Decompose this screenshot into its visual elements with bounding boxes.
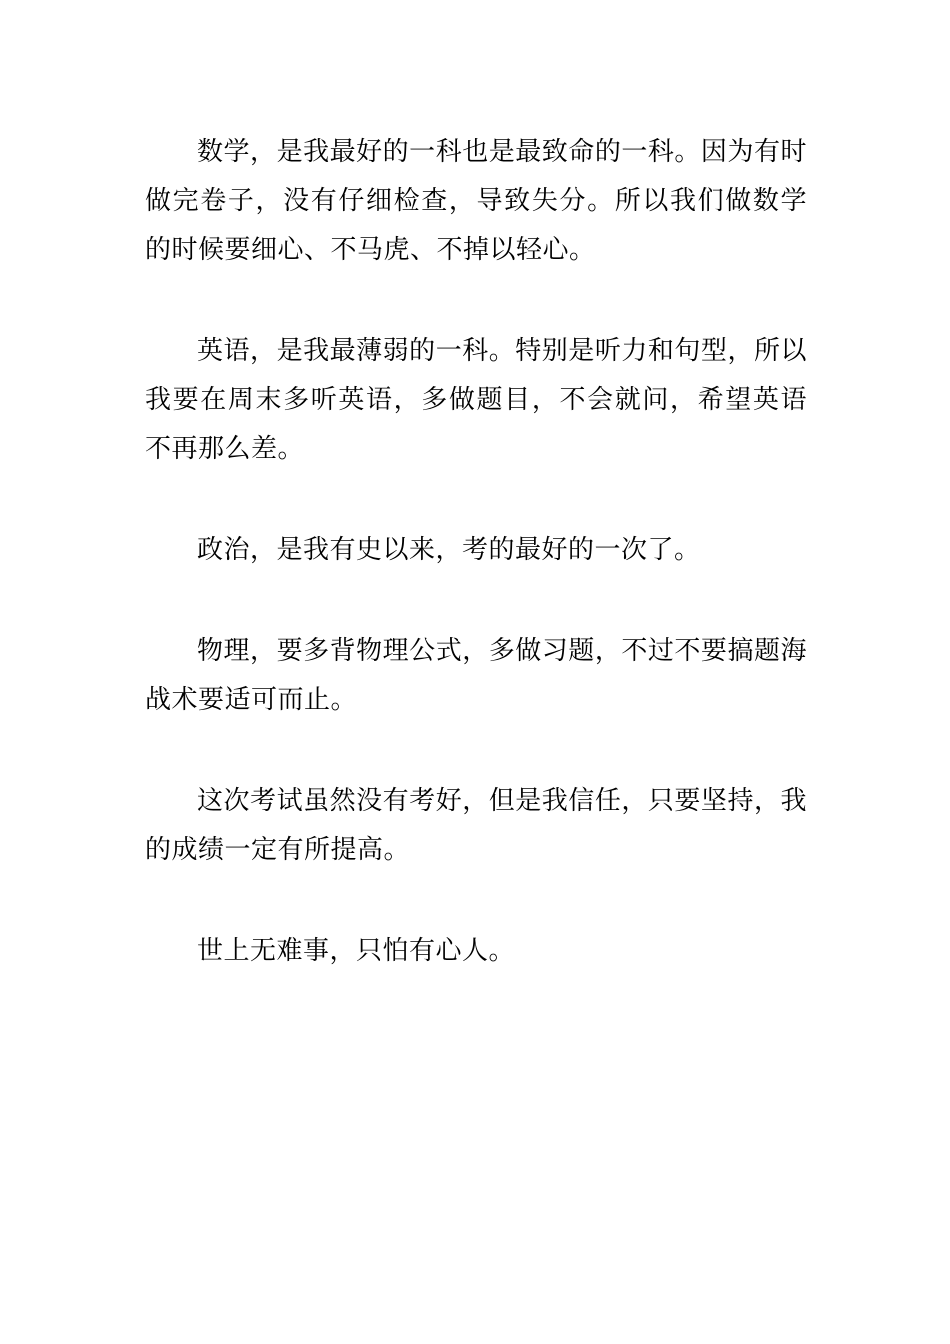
paragraph-english: 英语，是我最薄弱的一科。特别是听力和句型，所以我要在周末多听英语，多做题目，不会就问，希望英语不再那么差。	[145, 336, 807, 464]
paragraph-physics: 物理，要多背物理公式，多做习题，不过不要搞题海战术要适可而止。	[145, 636, 807, 715]
paragraph-exam-reflection: 这次考试虽然没有考好，但是我信任，只要坚持，我的成绩一定有所提高。	[145, 786, 807, 865]
paragraph-closing-proverb: 世上无难事，只怕有心人。	[197, 936, 516, 966]
paragraph-math: 数学，是我最好的一科也是最致命的一科。因为有时做完卷子，没有仔细检查，导致失分。所以我们做数学的时候要细心、不马虎、不掉以轻心。	[145, 137, 807, 265]
document-body	[145, 128, 807, 976]
paragraph-politics: 政治，是我有史以来，考的最好的一次了。	[197, 535, 701, 565]
